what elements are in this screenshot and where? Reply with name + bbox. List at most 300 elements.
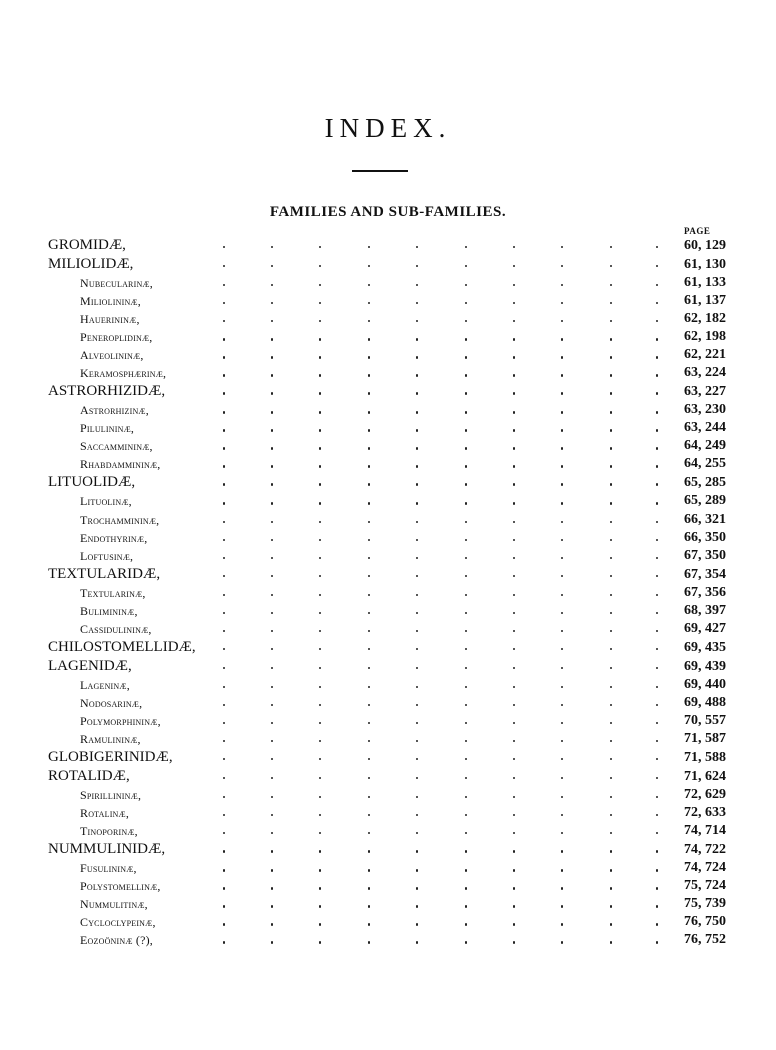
leader-dot — [319, 539, 321, 541]
leader-dot — [513, 539, 515, 541]
leader-dot — [416, 521, 418, 523]
entry-pages: 66, 350 — [684, 529, 726, 545]
leader-dot — [610, 265, 612, 267]
leader-dot — [465, 265, 467, 267]
leader-dot — [465, 557, 467, 559]
leader-dot — [319, 814, 321, 816]
leader-dot — [416, 667, 418, 669]
leader-dot — [561, 648, 563, 650]
leader-dot — [416, 777, 418, 779]
leader-dot — [416, 539, 418, 541]
leader-dot — [368, 502, 370, 504]
leader-dot — [610, 850, 612, 852]
leader-dot — [223, 483, 225, 485]
leader-dot — [513, 814, 515, 816]
leader-dot — [465, 302, 467, 304]
leader-dot — [416, 850, 418, 852]
leader-dot — [561, 594, 563, 596]
leader-dot — [465, 284, 467, 286]
entry-name: MILIOLIDÆ, — [48, 256, 134, 272]
entry-name: Pilulininæ, — [80, 421, 135, 436]
leader-dot — [271, 338, 273, 340]
family-entry — [0, 657, 776, 676]
leader-dot — [513, 429, 515, 431]
leader-dot — [223, 686, 225, 688]
leader-dot — [610, 704, 612, 706]
leader-dot — [465, 887, 467, 889]
leader-dot — [465, 758, 467, 760]
leader-dot — [319, 777, 321, 779]
leader-dot — [610, 575, 612, 577]
leader-dot — [561, 575, 563, 577]
leader-dot — [271, 777, 273, 779]
subfamily-entry — [0, 346, 776, 364]
leader-dot — [561, 832, 563, 834]
entry-name: Trochammininæ, — [80, 512, 160, 527]
leader-dot — [465, 923, 467, 925]
leader-dot — [271, 374, 273, 376]
entry-pages: 63, 224 — [684, 365, 726, 381]
leader-dot — [561, 284, 563, 286]
leader-dot — [368, 777, 370, 779]
leader-dot — [271, 465, 273, 467]
leader-dot — [368, 557, 370, 559]
leader-dot — [513, 411, 515, 413]
subfamily-entry — [0, 804, 776, 822]
family-entry — [0, 767, 776, 786]
entry-name: Astrorhizinæ, — [80, 403, 149, 418]
leader-dot — [513, 887, 515, 889]
leader-dot — [271, 923, 273, 925]
leader-dot — [271, 411, 273, 413]
entry-name: Saccammininæ, — [80, 439, 153, 454]
leader-dot — [271, 502, 273, 504]
leader-dot — [223, 429, 225, 431]
leader-dot — [465, 777, 467, 779]
leader-dot — [368, 594, 370, 596]
leader-dot — [561, 850, 563, 852]
leader-dot — [610, 777, 612, 779]
leader-dot — [465, 521, 467, 523]
leader-dot — [513, 612, 515, 614]
leader-dot — [465, 429, 467, 431]
leader-dot — [319, 832, 321, 834]
leader-dot — [465, 320, 467, 322]
leader-dot — [223, 612, 225, 614]
leader-dot — [610, 302, 612, 304]
leader-dot — [610, 905, 612, 907]
leader-dot — [416, 284, 418, 286]
leader-dot — [319, 758, 321, 760]
entry-name: LAGENIDÆ, — [48, 657, 132, 674]
leader-dot — [416, 869, 418, 871]
entry-pages: 63, 227 — [684, 384, 726, 400]
entry-name: GLOBIGERINIDÆ, — [48, 748, 173, 765]
entry-pages: 75, 724 — [684, 878, 726, 894]
leader-dot — [561, 704, 563, 706]
leader-dot — [513, 392, 515, 394]
leader-dot — [271, 758, 273, 760]
entry-pages: 69, 427 — [684, 620, 726, 636]
leader-dot — [319, 465, 321, 467]
leader-dot — [223, 521, 225, 523]
entry-name: Spirillininæ, — [80, 787, 142, 802]
leader-dot — [368, 411, 370, 413]
leader-dot — [223, 796, 225, 798]
leader-dot — [513, 850, 515, 852]
leader-dot — [610, 630, 612, 632]
leader-dot — [271, 429, 273, 431]
leader-dot — [271, 667, 273, 669]
leader-dot — [368, 796, 370, 798]
leader-dot — [319, 869, 321, 871]
leader-dot — [513, 648, 515, 650]
leader-dot — [416, 722, 418, 724]
leader-dot — [561, 941, 563, 943]
subfamily-entry — [0, 511, 776, 529]
leader-dot — [561, 722, 563, 724]
leader-dot — [319, 630, 321, 632]
entry-name: CHILOSTOMELLIDÆ, — [48, 638, 196, 655]
leader-dot — [416, 740, 418, 742]
leader-dot — [368, 539, 370, 541]
subfamily-entry — [0, 602, 776, 620]
leader-dot — [223, 594, 225, 596]
page-column-label: PAGE — [684, 226, 711, 236]
leader-dot — [368, 887, 370, 889]
entry-pages: 71, 624 — [684, 768, 726, 784]
leader-dot — [271, 686, 273, 688]
leader-dot — [223, 246, 225, 248]
leader-dot — [368, 941, 370, 943]
leader-dot — [561, 740, 563, 742]
leader-dot — [271, 887, 273, 889]
leader-dot — [416, 575, 418, 577]
leader-dot — [416, 320, 418, 322]
entry-name: Nodosarinæ, — [80, 695, 143, 710]
leader-dot — [319, 923, 321, 925]
leader-dot — [416, 338, 418, 340]
leader-dot — [513, 447, 515, 449]
leader-dot — [368, 740, 370, 742]
leader-dot — [513, 740, 515, 742]
leader-dot — [416, 905, 418, 907]
entry-name: Ramulininæ, — [80, 731, 141, 746]
leader-dot — [368, 686, 370, 688]
leader-dot — [465, 630, 467, 632]
leader-dot — [513, 869, 515, 871]
entry-pages: 76, 750 — [684, 914, 726, 930]
leader-dot — [223, 411, 225, 413]
leader-dot — [416, 374, 418, 376]
family-entry — [0, 748, 776, 767]
leader-dot — [513, 758, 515, 760]
leader-dot — [561, 887, 563, 889]
entry-pages: 72, 633 — [684, 805, 726, 821]
leader-dot — [513, 630, 515, 632]
leader-dot — [416, 941, 418, 943]
leader-dot — [561, 796, 563, 798]
leader-dot — [561, 539, 563, 541]
leader-dot — [513, 302, 515, 304]
family-entry — [0, 565, 776, 584]
leader-dot — [416, 557, 418, 559]
leader-dot — [513, 722, 515, 724]
leader-dot — [368, 302, 370, 304]
entry-pages: 67, 354 — [684, 566, 726, 582]
leader-dot — [368, 265, 370, 267]
leader-dot — [513, 704, 515, 706]
entry-pages: 61, 133 — [684, 275, 726, 290]
leader-dot — [610, 320, 612, 322]
leader-dot — [513, 777, 515, 779]
entry-pages: 64, 249 — [684, 438, 726, 454]
leader-dot — [465, 850, 467, 852]
entry-name: NUMMULINIDÆ, — [48, 841, 166, 858]
entry-pages: 69, 435 — [684, 639, 726, 655]
leader-dot — [416, 594, 418, 596]
leader-dot — [561, 411, 563, 413]
leader-dot — [416, 356, 418, 358]
entry-name: Lituolinæ, — [80, 494, 132, 509]
leader-dot — [610, 429, 612, 431]
entry-name: Fusulininæ, — [80, 861, 137, 876]
leader-dot — [610, 447, 612, 449]
entry-pages: 76, 752 — [684, 932, 726, 948]
leader-dot — [368, 429, 370, 431]
entry-pages: 69, 488 — [684, 694, 726, 710]
leader-dot — [271, 832, 273, 834]
leader-dot — [223, 539, 225, 541]
leader-dot — [368, 667, 370, 669]
leader-dot — [223, 850, 225, 852]
family-entry — [0, 473, 776, 492]
subfamily-entry — [0, 292, 776, 310]
entry-name: ASTRORHIZIDÆ, — [48, 383, 166, 400]
leader-dot — [610, 392, 612, 394]
leader-dot — [416, 411, 418, 413]
leader-dot — [416, 923, 418, 925]
entry-pages: 70, 557 — [684, 712, 726, 728]
entry-pages: 65, 285 — [684, 475, 726, 491]
leader-dot — [271, 320, 273, 322]
leader-dot — [610, 594, 612, 596]
entry-name: Polystomellinæ, — [80, 879, 161, 894]
entry-name: Loftusinæ, — [80, 548, 134, 563]
leader-dot — [416, 686, 418, 688]
leader-dot — [319, 594, 321, 596]
leader-dot — [223, 392, 225, 394]
leader-dot — [223, 465, 225, 467]
leader-dot — [271, 630, 273, 632]
leader-dot — [223, 557, 225, 559]
leader-dot — [223, 869, 225, 871]
leader-dot — [610, 374, 612, 376]
leader-dot — [416, 758, 418, 760]
subfamily-entry — [0, 419, 776, 437]
leader-dot — [465, 740, 467, 742]
leader-dot — [610, 356, 612, 358]
leader-dot — [271, 356, 273, 358]
leader-dot — [513, 320, 515, 322]
leader-dot — [610, 832, 612, 834]
leader-dot — [223, 265, 225, 267]
leader-dot — [271, 521, 273, 523]
leader-dot — [610, 796, 612, 798]
leader-dot — [368, 850, 370, 852]
leader-dot — [561, 905, 563, 907]
leader-dot — [271, 284, 273, 286]
leader-dot — [416, 704, 418, 706]
leader-dot — [465, 722, 467, 724]
leader-dot — [610, 923, 612, 925]
entry-name: TEXTULARIDÆ, — [48, 565, 161, 582]
leader-dot — [223, 630, 225, 632]
leader-dot — [319, 905, 321, 907]
leader-dot — [271, 612, 273, 614]
leader-dot — [561, 447, 563, 449]
leader-dot — [223, 320, 225, 322]
entry-name: LITUOLIDÆ, — [48, 474, 136, 491]
entry-pages: 61, 137 — [684, 293, 726, 309]
entry-pages: 67, 356 — [684, 584, 726, 600]
leader-dot — [513, 686, 515, 688]
index-entries — [0, 236, 776, 949]
leader-dot — [416, 302, 418, 304]
leader-dot — [513, 284, 515, 286]
leader-dot — [368, 284, 370, 286]
leader-dot — [513, 796, 515, 798]
leader-dot — [610, 758, 612, 760]
entry-pages: 71, 587 — [684, 730, 726, 746]
leader-dot — [319, 284, 321, 286]
leader-dot — [561, 521, 563, 523]
entry-pages: 64, 255 — [684, 456, 726, 472]
subfamily-entry — [0, 676, 776, 694]
page-title: INDEX. — [324, 113, 452, 143]
leader-dot — [368, 447, 370, 449]
leader-dot — [271, 905, 273, 907]
leader-dot — [561, 465, 563, 467]
entry-name: Endothyrinæ, — [80, 530, 148, 545]
leader-dot — [465, 356, 467, 358]
leader-dot — [223, 575, 225, 577]
family-entry — [0, 236, 776, 255]
entry-pages: 62, 221 — [684, 347, 726, 363]
leader-dot — [368, 814, 370, 816]
leader-dot — [368, 320, 370, 322]
entry-name: Miliolininæ, — [80, 294, 141, 309]
subfamily-entry — [0, 529, 776, 547]
entry-name: Hauerininæ, — [80, 312, 140, 327]
leader-dot — [513, 941, 515, 943]
leader-dot — [223, 356, 225, 358]
leader-dot — [319, 850, 321, 852]
leader-dot — [610, 740, 612, 742]
leader-dot — [513, 246, 515, 248]
family-entry — [0, 382, 776, 401]
title-rule — [352, 170, 408, 172]
leader-dot — [610, 612, 612, 614]
leader-dot — [319, 704, 321, 706]
leader-dot — [610, 814, 612, 816]
entry-pages: 63, 230 — [684, 402, 726, 418]
leader-dot — [610, 557, 612, 559]
leader-dot — [368, 923, 370, 925]
subfamily-entry — [0, 455, 776, 473]
entry-name: Polymorphininæ, — [80, 713, 161, 728]
leader-dot — [368, 630, 370, 632]
leader-dot — [561, 338, 563, 340]
leader-dot — [271, 575, 273, 577]
leader-dot — [223, 648, 225, 650]
leader-dot — [513, 502, 515, 504]
entry-pages: 63, 244 — [684, 420, 726, 436]
leader-dot — [610, 941, 612, 943]
leader-dot — [513, 521, 515, 523]
subfamily-entry — [0, 274, 776, 292]
leader-dot — [368, 758, 370, 760]
entry-name: Eozoöninæ (?), — [80, 933, 153, 948]
leader-dot — [271, 265, 273, 267]
leader-dot — [223, 832, 225, 834]
leader-dot — [271, 594, 273, 596]
entry-name: Nubecularinæ, — [80, 276, 153, 290]
subfamily-entry — [0, 712, 776, 730]
leader-dot — [610, 284, 612, 286]
leader-dot — [465, 704, 467, 706]
leader-dot — [271, 557, 273, 559]
leader-dot — [223, 722, 225, 724]
leader-dot — [465, 392, 467, 394]
leader-dot — [465, 246, 467, 248]
family-entry — [0, 255, 776, 274]
leader-dot — [319, 265, 321, 267]
leader-dot — [561, 374, 563, 376]
leader-dot — [271, 447, 273, 449]
leader-dot — [223, 814, 225, 816]
leader-dot — [610, 648, 612, 650]
subfamily-entry — [0, 859, 776, 877]
leader-dot — [368, 648, 370, 650]
entry-pages: 67, 350 — [684, 547, 726, 563]
leader-dot — [368, 575, 370, 577]
leader-dot — [416, 814, 418, 816]
entry-name: Bulimininæ, — [80, 603, 138, 618]
subfamily-entry — [0, 730, 776, 748]
entry-pages: 61, 130 — [684, 257, 726, 272]
leader-dot — [513, 374, 515, 376]
leader-dot — [271, 740, 273, 742]
leader-dot — [416, 502, 418, 504]
leader-dot — [271, 392, 273, 394]
leader-dot — [368, 338, 370, 340]
leader-dot — [561, 246, 563, 248]
leader-dot — [561, 814, 563, 816]
family-entry — [0, 840, 776, 859]
entry-name: Cassidulininæ, — [80, 621, 152, 636]
subfamily-entry — [0, 620, 776, 638]
leader-dot — [319, 374, 321, 376]
entry-pages: 62, 198 — [684, 329, 726, 345]
leader-dot — [561, 923, 563, 925]
leader-dot — [319, 429, 321, 431]
entry-pages: 62, 182 — [684, 311, 726, 327]
subfamily-entry — [0, 547, 776, 565]
leader-dot — [561, 777, 563, 779]
leader-dot — [319, 320, 321, 322]
entry-pages: 60, 129 — [684, 238, 726, 253]
